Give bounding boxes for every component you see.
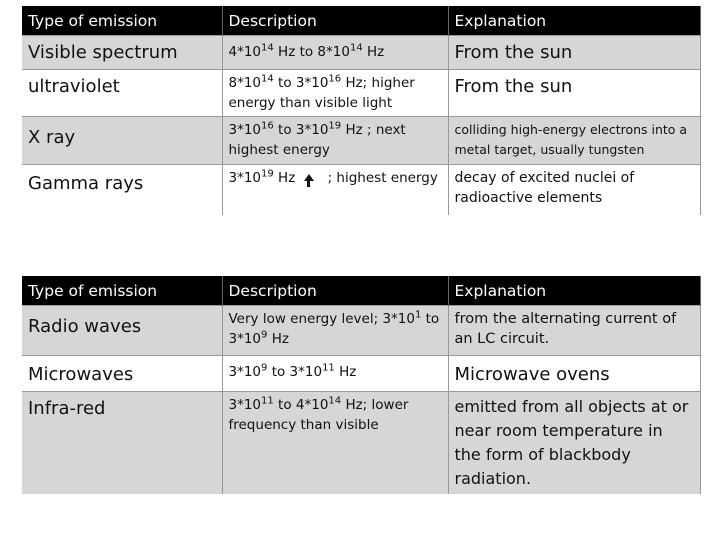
emission-description: $4*10^{14}$ Hz to $8*10^{14}$ Hz: [222, 36, 448, 70]
table-row: [22, 70, 700, 117]
header-type: Type of emission: [22, 276, 222, 306]
table-row: [22, 306, 700, 356]
table-header-row: [22, 6, 700, 36]
table-row: [22, 392, 700, 495]
emission-description: $8*10^{14}$ to $3*10^{16}$ Hz; higher energy than visible light: [222, 70, 448, 117]
emission-explanation: From the sun: [448, 36, 700, 70]
table-header-row: [22, 276, 700, 306]
emission-type: Gamma rays: [22, 165, 222, 215]
emission-description: $3*10^9$ to $3*10^{11}$ Hz: [222, 356, 448, 392]
header-explanation: Explanation: [448, 276, 700, 306]
table-row: [22, 36, 700, 70]
table-row: [22, 165, 700, 215]
emission-explanation: Microwave ovens: [448, 356, 700, 392]
emission-table-low-energy: [22, 276, 701, 494]
up-arrow-icon: [304, 174, 314, 181]
emission-table-high-energy: [22, 6, 701, 215]
emission-description: $3*10^{19}$ Hz ; highest energy: [222, 165, 448, 215]
emission-type: Radio waves: [22, 306, 222, 356]
emission-description: $3*10^{16}$ to $3*10^{19}$ Hz ; next highest energy: [222, 117, 448, 165]
header-description: Description: [222, 276, 448, 306]
emission-explanation: From the sun: [448, 70, 700, 117]
table-row: [22, 117, 700, 165]
table-row: [22, 356, 700, 392]
emission-description: Very low energy level; $3*10^1$ to $3*10^9$ Hz: [222, 306, 448, 356]
emission-explanation: from the alternating current of an LC circuit.: [448, 306, 700, 356]
header-type: Type of emission: [22, 6, 222, 36]
emission-type: Visible spectrum: [22, 36, 222, 70]
emission-type: Infra-red: [22, 392, 222, 495]
emission-description: $3*10^{11}$ to $4*10^{14}$ Hz; lower frequency than visible: [222, 392, 448, 495]
emission-explanation: colliding high-energy electrons into a metal target, usually tungsten: [448, 117, 700, 165]
emission-explanation: emitted from all objects at or near room temperature in the form of blackbody radiation.: [448, 392, 700, 495]
emission-type: ultraviolet: [22, 70, 222, 117]
header-description: Description: [222, 6, 448, 36]
header-explanation: Explanation: [448, 6, 700, 36]
emission-explanation: decay of excited nuclei of radioactive elements: [448, 165, 700, 215]
emission-type: Microwaves: [22, 356, 222, 392]
emission-type: X ray: [22, 117, 222, 165]
